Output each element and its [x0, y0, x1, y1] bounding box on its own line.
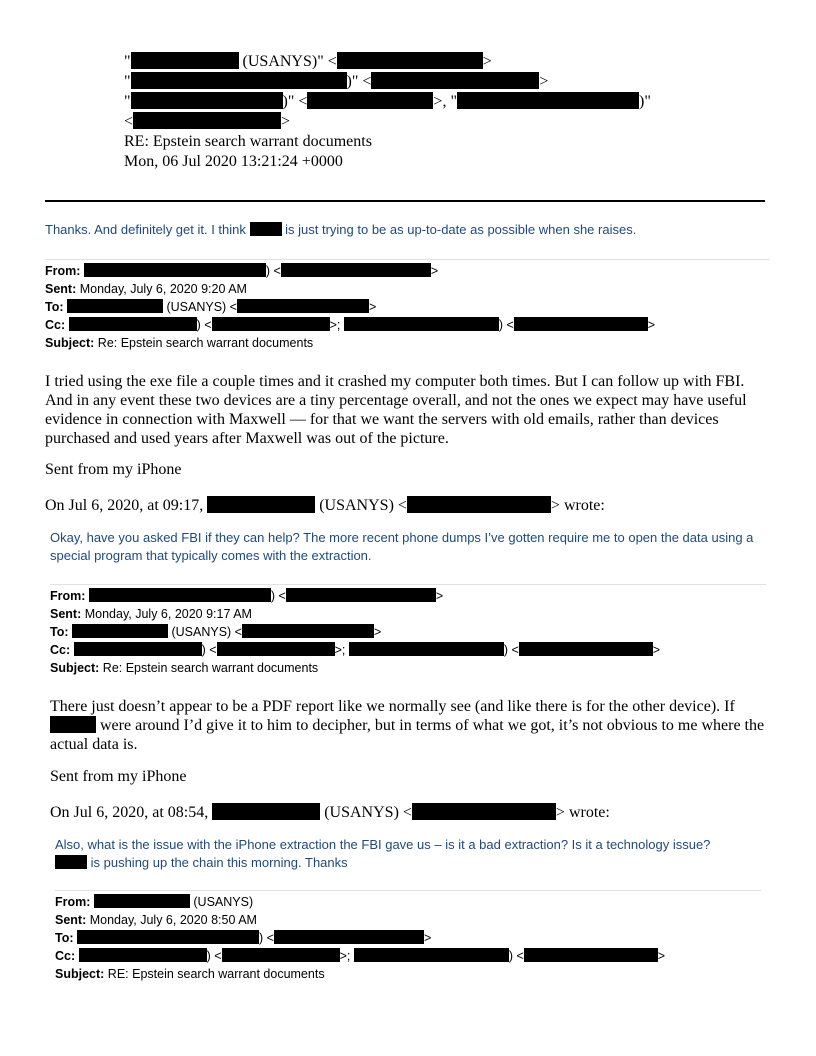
redaction [67, 299, 163, 313]
redaction [274, 930, 424, 944]
message-1: Thanks. And definitely get it. I think is just trying to be as up-to-date as possible when she raises. [45, 222, 637, 237]
redaction [94, 894, 190, 908]
redaction [69, 317, 197, 331]
redaction [281, 263, 431, 277]
redaction [72, 624, 168, 638]
body-1: I tried using the exe file a couple times and it crashed my computer both times. But I can follow up with FBI. And in any event these two devices are a tiny percentage overall, and not the ones we expect may have useful evidence in connection with Maxwell — for that we want the servers with old emails, rather than devices purchased and used years after Maxwell was out of the picture. [45, 373, 747, 447]
redaction [77, 930, 259, 944]
redaction [514, 317, 648, 331]
subject-value: RE: Epstein search warrant documents [124, 133, 372, 150]
date-value: Mon, 06 Jul 2020 13:21:24 +0000 [124, 153, 343, 170]
redaction [207, 496, 315, 513]
header-divider [45, 200, 765, 202]
forward-meta-3: From: (USANYS) Sent: Monday, July 6, 2020 8:50 AM To: ) < > Cc: ) < >; ) < > Subject: RE: Epstein search warrant documents [55, 895, 666, 981]
forward-meta-1: From: ) < > Sent: Monday, July 6, 2020 9:20 AM To: (USANYS) < > Cc: ) < >; ) < > Subject: Re: Epstein search warrant documents [45, 264, 656, 350]
redaction [457, 92, 639, 109]
redaction [131, 92, 283, 109]
redaction [79, 948, 207, 962]
redaction [344, 317, 499, 331]
redaction [286, 588, 436, 602]
redaction [524, 948, 658, 962]
redaction [55, 855, 87, 869]
quote-line-1: On Jul 6, 2020, at 09:17, (USANYS) < > wrote: [45, 497, 605, 514]
redaction [237, 299, 369, 313]
redaction [354, 948, 509, 962]
redaction [307, 92, 433, 109]
redaction [217, 642, 335, 656]
separator [45, 259, 770, 260]
redaction [50, 716, 96, 733]
redaction [337, 52, 483, 69]
redaction [84, 263, 266, 277]
redaction [212, 803, 320, 820]
redaction [131, 72, 347, 89]
redaction [371, 72, 539, 89]
separator [55, 890, 761, 891]
body-2: There just doesn’t appear to be a PDF report like we normally see (and like there is for the other device). If were around I’d give it to him to decipher, but in terms of what we got, it’s not obvious to me where the actual data is. [50, 698, 765, 753]
redaction [133, 112, 281, 129]
redaction [242, 624, 374, 638]
redaction [349, 642, 504, 656]
redaction [222, 948, 340, 962]
redaction [89, 588, 271, 602]
redaction [519, 642, 653, 656]
redaction [74, 642, 202, 656]
redaction [212, 317, 330, 331]
signature-1: Sent from my iPhone [45, 461, 182, 478]
redaction [407, 496, 551, 513]
signature-2: Sent from my iPhone [50, 768, 187, 785]
redaction [412, 803, 556, 820]
message-3: Also, what is the issue with the iPhone extraction the FBI gave us – is it a bad extraction? Is it a technology issue? is pushing up the chain this morning. Thanks [55, 837, 711, 870]
quote-line-2: On Jul 6, 2020, at 08:54, (USANYS) < > wrote: [50, 804, 610, 821]
redaction [131, 52, 239, 69]
separator [50, 584, 766, 585]
forward-meta-2: From: ) < > Sent: Monday, July 6, 2020 9:17 AM To: (USANYS) < > Cc: ) < >; ) < > Subject: Re: Epstein search warrant documents [50, 589, 661, 675]
redaction [250, 222, 282, 236]
message-2: Okay, have you asked FBI if they can help? The more recent phone dumps I’ve gotten require me to open the data using a special program that typically comes with the extraction. [50, 530, 754, 563]
